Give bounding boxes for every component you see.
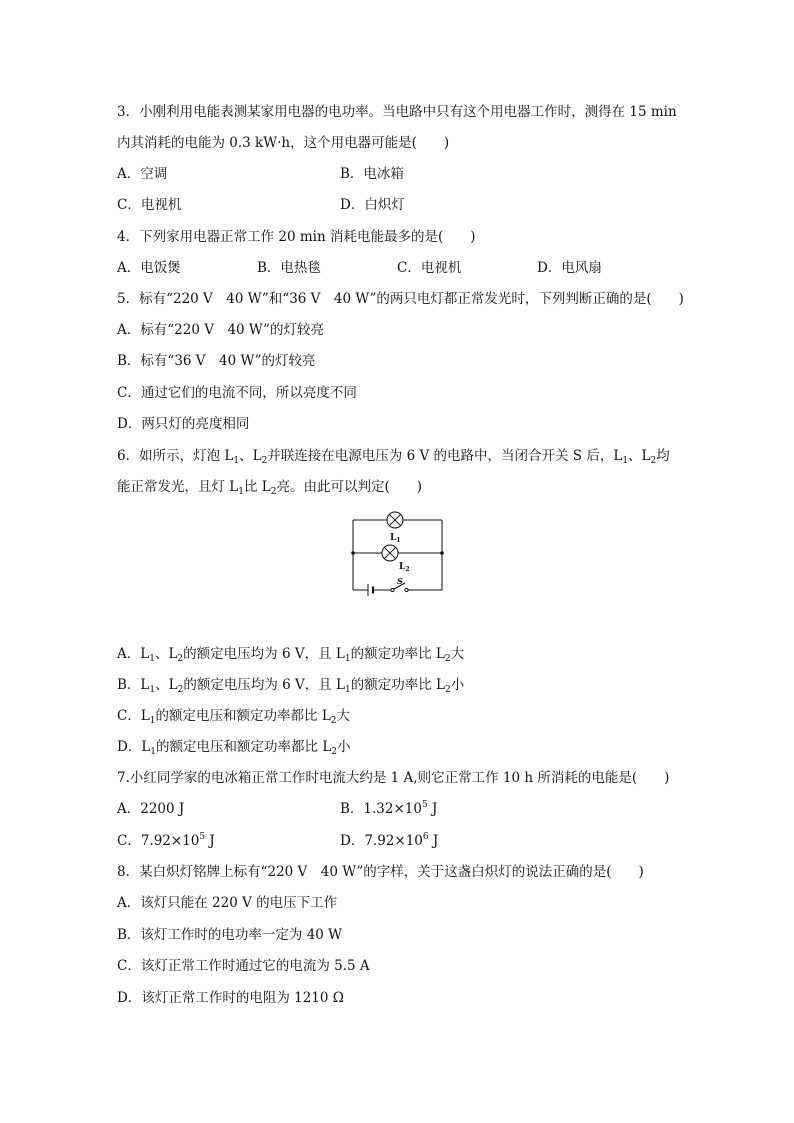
- q3-option-b[interactable]: B．电冰箱: [340, 166, 404, 182]
- lamp-l1-icon: [387, 512, 403, 528]
- q3-stem-line2: 内其消耗的电能为 0.3 kW·h，这个用电器可能是( ): [117, 135, 450, 151]
- q4-stem: 4．下列家用电器正常工作 20 min 消耗电能最多的是( ): [117, 229, 476, 245]
- q4-option-a[interactable]: A．电饭煲: [117, 260, 181, 276]
- q6-option-b[interactable]: B．$L_1$、$L_2$的额定电压均为 6 V，且 $L_1$的额定功率比 $L_2$小: [117, 677, 465, 695]
- q7-option-b[interactable]: B．$1.32\times 10^5$ J: [340, 800, 438, 817]
- q6-stem-line1: 6．如所示，灯泡 $L_1$、$L_2$并联连接在电源电压为 6 V 的电路中，当闭合开关 S 后，$L_1$、$L_2$均: [117, 448, 670, 466]
- q6-stem-line2: 能正常发光，且灯 $L_1$比 $L_2$亮。由此可以判定( ): [117, 479, 423, 497]
- q4-option-c[interactable]: C．电视机: [397, 260, 462, 276]
- switch-label: S: [397, 576, 403, 586]
- q8-option-c[interactable]: C．该灯正常工作时通过它的电流为 5.5 A: [117, 958, 370, 974]
- battery-icon: [368, 584, 373, 596]
- q5-stem: 5．标有“220 V 40 W”和“36 V 40 W”的两只电灯都正常发光时，下列判断正确的是( ): [117, 291, 684, 307]
- q7-option-d[interactable]: D．$7.92\times 10^6$ J: [340, 832, 439, 849]
- parallel-circuit-diagram: [345, 508, 455, 598]
- q6-option-c[interactable]: C．$L_1$的额定电压和额定功率都比 $L_2$大: [117, 708, 351, 726]
- q6-option-d[interactable]: D．$L_1$的额定电压和额定功率都比 $L_2$小: [117, 739, 351, 757]
- q8-option-a[interactable]: A．该灯只能在 220 V 的电压下工作: [117, 895, 338, 911]
- q7-stem: 7.小红同学家的电冰箱正常工作时电流大约是 1 A,则它正常工作 10 h 所消耗的电能是( ): [117, 770, 670, 786]
- lamp-l1-label: $L_1$: [390, 533, 401, 544]
- lamp-l2-label: $L_2$: [399, 562, 410, 573]
- q4-option-b[interactable]: B．电热毯: [257, 260, 321, 276]
- junction-right-dot: [440, 551, 444, 555]
- q4-option-d[interactable]: D．电风扇: [537, 260, 602, 276]
- q3-stem-line1: 3．小刚利用电能表测某家用电器的电功率。当电路中只有这个用电器工作时，测得在 15 min: [117, 104, 677, 120]
- q8-option-b[interactable]: B．该灯工作时的电功率一定为 40 W: [117, 927, 343, 943]
- q8-stem: 8．某白炽灯铭牌上标有“220 V 40 W”的字样，关于这盏白炽灯的说法正确的是( ): [117, 864, 644, 880]
- q5-option-b[interactable]: B．标有“36 V 40 W”的灯较亮: [117, 353, 316, 369]
- q6-option-a[interactable]: A．$L_1$、$L_2$的额定电压均为 6 V，且 $L_1$的额定功率比 $L_2$大: [117, 646, 465, 664]
- junction-left-dot: [351, 551, 355, 555]
- q7-option-c[interactable]: C．$7.92\times 10^5$ J: [117, 832, 215, 849]
- q5-option-c[interactable]: C．通过它们的电流不同，所以亮度不同: [117, 385, 357, 401]
- q3-option-a[interactable]: A．空调: [117, 166, 168, 182]
- q3-option-c[interactable]: C．电视机: [117, 197, 182, 213]
- q5-option-a[interactable]: A．标有“220 V 40 W”的灯较亮: [117, 322, 324, 338]
- q8-option-d[interactable]: D．该灯正常工作时的电阻为 1210 Ω: [117, 990, 344, 1006]
- q3-option-d[interactable]: D．白炽灯: [340, 197, 405, 213]
- q7-option-a[interactable]: A．2200 J: [117, 801, 185, 817]
- q5-option-d[interactable]: D．两只灯的亮度相同: [117, 416, 250, 432]
- lamp-l2-icon: [382, 545, 398, 561]
